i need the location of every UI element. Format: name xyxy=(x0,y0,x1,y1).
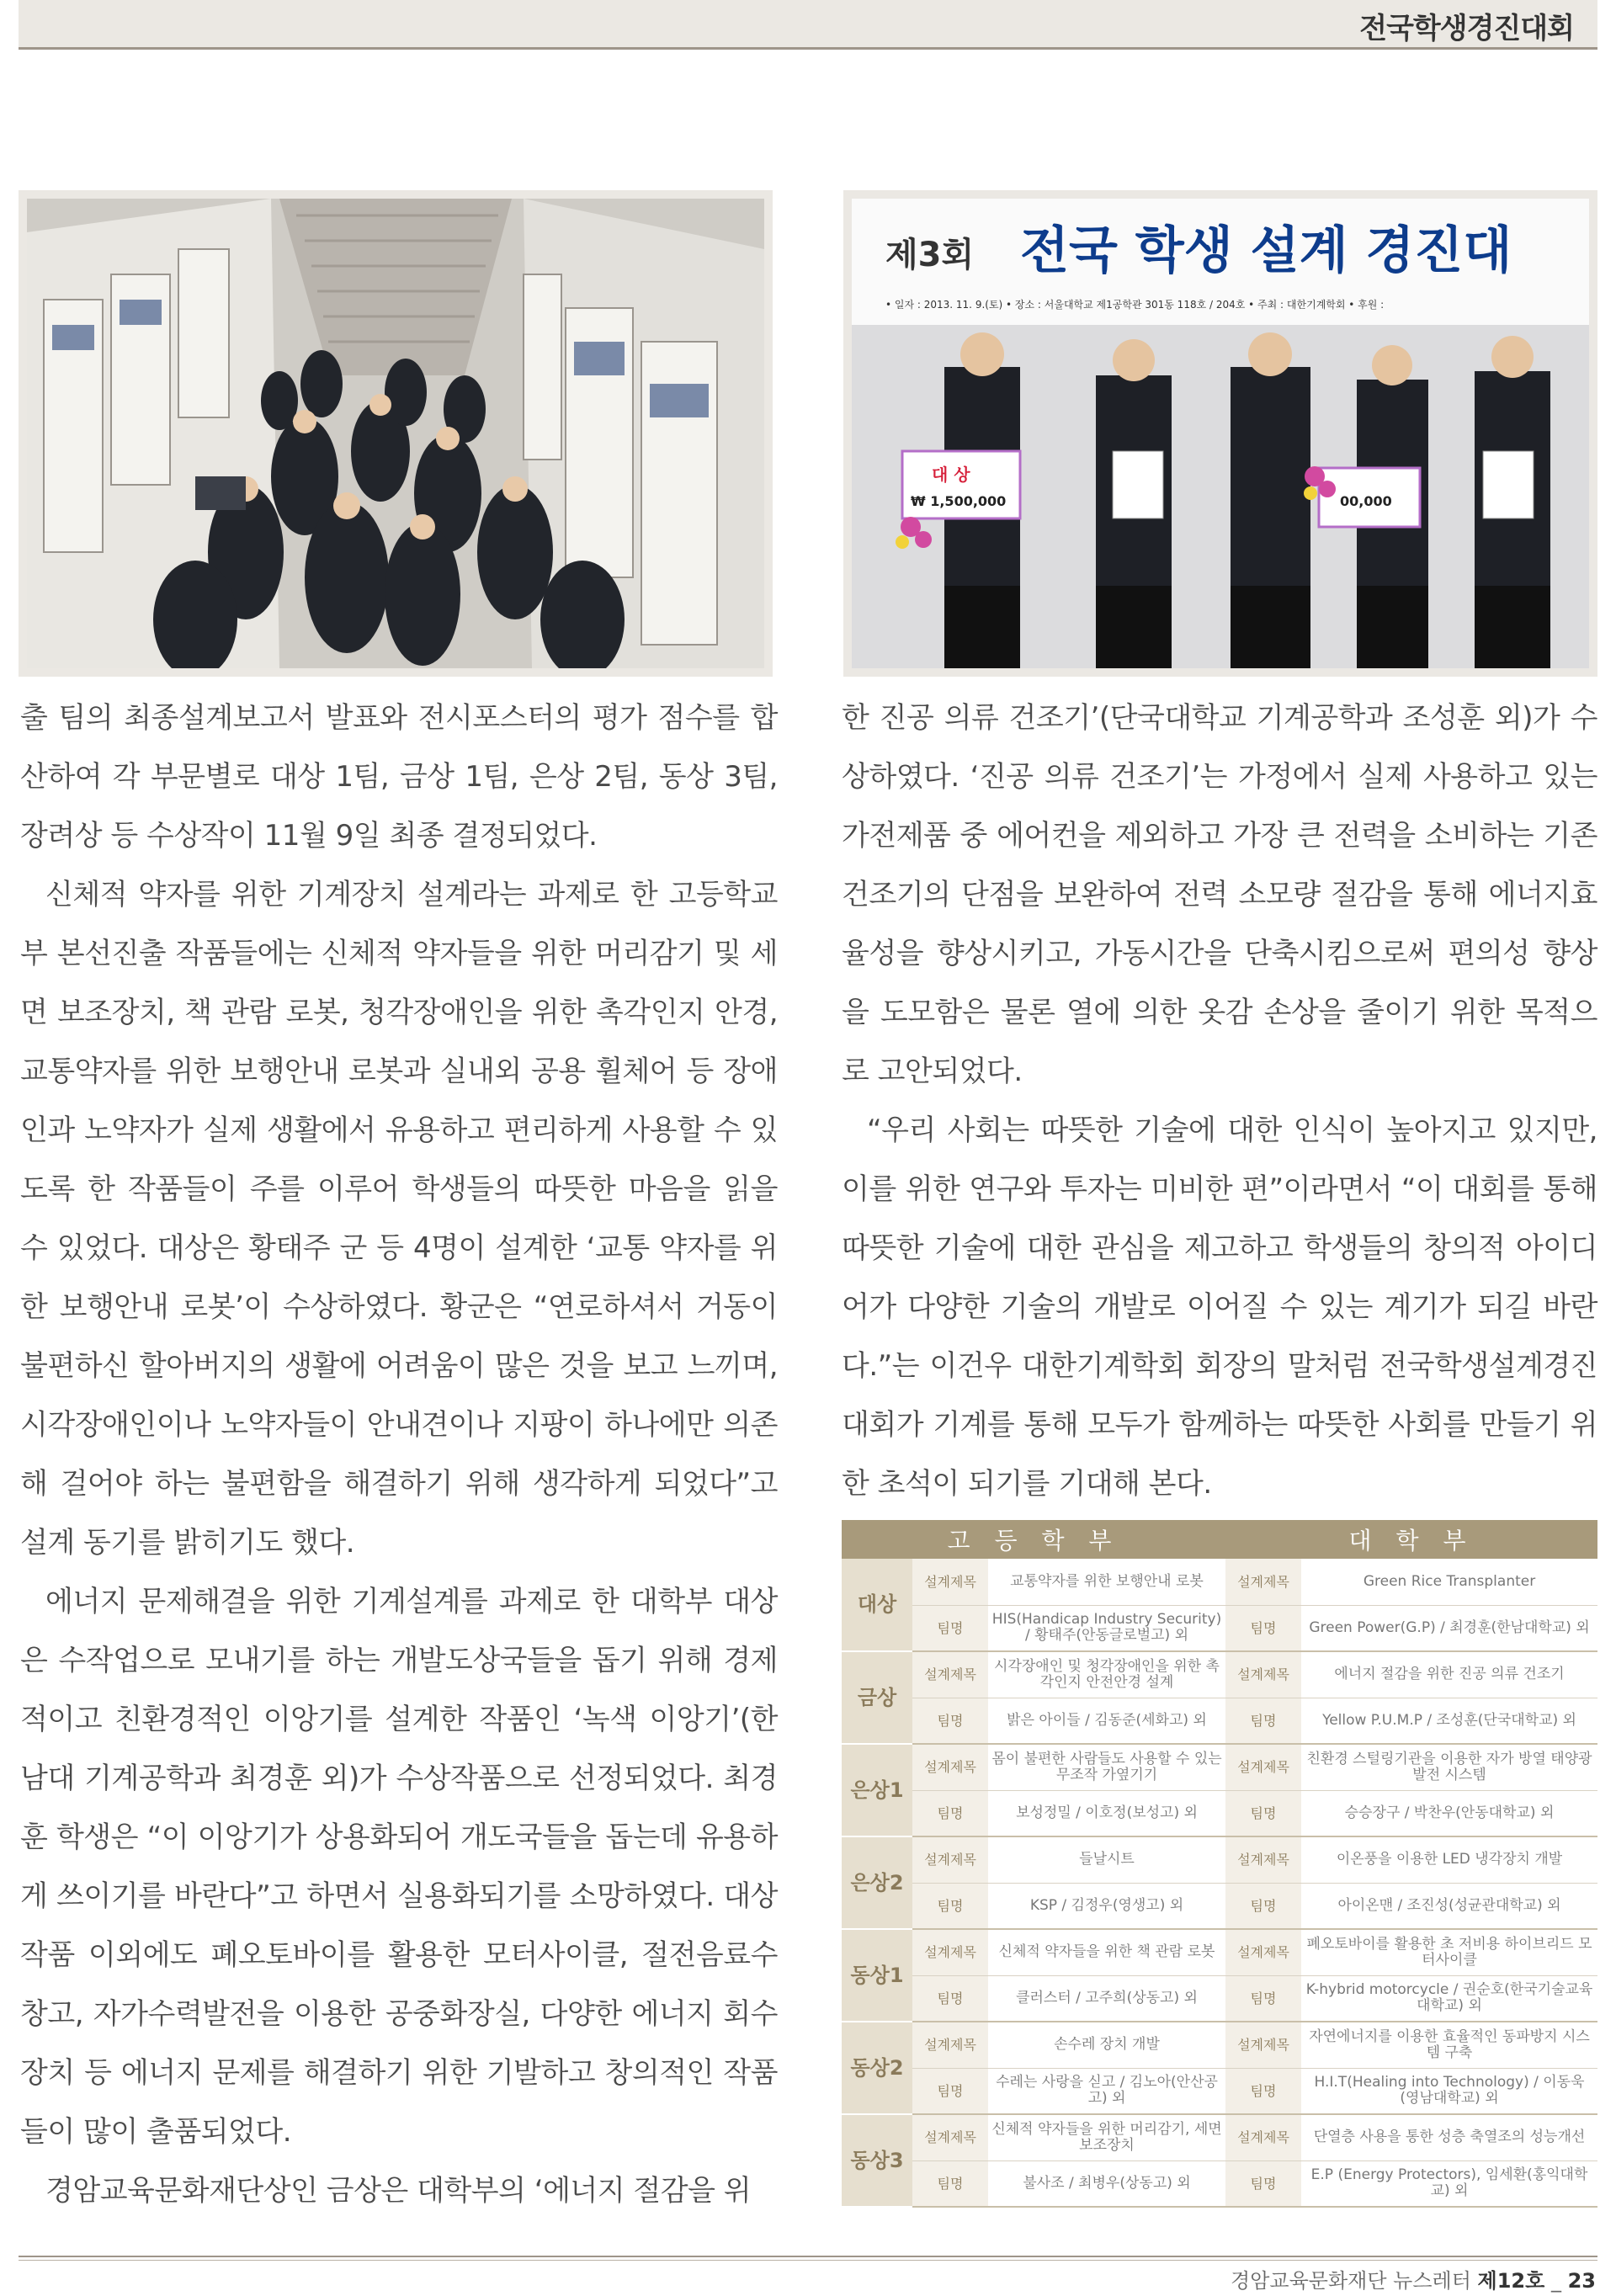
publication-name: 경암교육문화재단 뉴스레터 xyxy=(1231,2269,1471,2293)
high-school-team: 불사조 / 최병우(상동고) 외 xyxy=(988,2160,1225,2207)
high-school-title: 교통약자를 위한 보행안내 로봇 xyxy=(988,1559,1225,1605)
key-title-label: 설계제목 xyxy=(912,1744,988,1790)
banner-title: 전국 학생 설계 경진대 xyxy=(1020,221,1512,280)
key-team-label: 팀명 xyxy=(912,2160,988,2207)
prize-label: 대 상 xyxy=(932,465,970,485)
key-title-label: 설계제목 xyxy=(912,1836,988,1883)
university-title: 친환경 스털링기관을 이용한 자가 방열 태양광발전 시스템 xyxy=(1301,1744,1597,1790)
key-team-label: 팀명 xyxy=(1225,1883,1301,1929)
footer-divider xyxy=(19,2256,1597,2257)
key-team-label: 팀명 xyxy=(912,1975,988,2022)
issue-number: 제12호 xyxy=(1477,2269,1545,2293)
award-team-row xyxy=(842,2068,1597,2114)
university-title: 단열층 사용을 통한 성층 축열조의 성능개선 xyxy=(1301,2114,1597,2160)
banner-round: 제3회 xyxy=(885,236,975,274)
key-team-label: 팀명 xyxy=(1225,1698,1301,1744)
awards-table xyxy=(842,1520,1597,2208)
key-title-label: 설계제목 xyxy=(912,2022,988,2068)
exhibition-photo xyxy=(19,190,773,677)
university-team: Green Power(G.P) / 최경훈(한남대학교) 외 xyxy=(1301,1605,1597,1651)
award-team-row xyxy=(842,1790,1597,1836)
section-title: 전국학생경진대회 xyxy=(1359,12,1574,45)
high-school-title: 신체적 약자들을 위한 책 관람 로봇 xyxy=(988,1929,1225,1975)
page-footer xyxy=(1231,2264,1596,2293)
key-team-label: 팀명 xyxy=(912,1883,988,1929)
university-team: E.P (Energy Protectors), 임세환(홍익대학교) 외 xyxy=(1301,2160,1597,2207)
header-divider xyxy=(19,47,1597,50)
award-rank: 동상1 xyxy=(842,1929,912,2022)
prize-amount: ₩ 1,500,000 xyxy=(911,493,1007,509)
article-paragraph: 출 팀의 최종설계보고서 발표와 전시포스터의 평가 점수를 합산하여 각 부문별로 대상 1팀, 금상 1팀, 은상 2팀, 동상 3팀, 장려상 등 수상작이 11월 9일 최종 결정되었다. xyxy=(20,701,778,853)
high-school-title: 시각장애인 및 청각장애인을 위한 촉각인지 안전안경 설계 xyxy=(988,1651,1225,1698)
university-team: H.I.T(Healing into Technology) / 이동욱(영남대학교) 외 xyxy=(1301,2068,1597,2114)
high-school-title: 들날시트 xyxy=(988,1836,1225,1883)
footer-separator: _ xyxy=(1550,2269,1561,2293)
key-team-label: 팀명 xyxy=(912,1790,988,1836)
university-team: 승승장구 / 박찬우(안동대학교) 외 xyxy=(1301,1790,1597,1836)
key-team-label: 팀명 xyxy=(912,2068,988,2114)
university-title: 폐오토바이를 활용한 초 저비용 하이브리드 모터사이클 xyxy=(1301,1929,1597,1975)
high-school-team: 클러스터 / 고주희(상동고) 외 xyxy=(988,1975,1225,2022)
footer-divider-thin xyxy=(19,2260,1597,2261)
award-rank: 은상1 xyxy=(842,1744,912,1836)
page-number: 23 xyxy=(1567,2269,1596,2293)
award-rank: 금상 xyxy=(842,1651,912,1744)
award-rank: 은상2 xyxy=(842,1836,912,1929)
key-title-label: 설계제목 xyxy=(1225,1836,1301,1883)
article-paragraph: “우리 사회는 따뜻한 기술에 대한 인식이 높아지고 있지만, 이를 위한 연구와 투자는 미비한 편”이라면서 “이 대회를 통해 따뜻한 기술에 대한 관심을 제고하고 학생들의 창의적 아이디어가 다양한 기술의 개발로 이어질 수 있는 계기가 되길 바란다.”는 이건우 대한기계학회 회장의 말처럼 전국학생설계경진대회가 기계를 통해 모두가 함께하는 따뜻한 사회를 만들기 위한 초석이 되기를 기대해 본다. xyxy=(842,1113,1597,1501)
high-school-team: 수레는 사랑을 싣고 / 김노아(안산공고) 외 xyxy=(988,2068,1225,2114)
university-title: 이온풍을 이용한 LED 냉각장치 개발 xyxy=(1301,1836,1597,1883)
key-title-label: 설계제목 xyxy=(1225,2022,1301,2068)
award-title-row xyxy=(842,1836,1597,1883)
university-team: K-hybrid motorcycle / 권순호(한국기술교육대학교) 외 xyxy=(1301,1975,1597,2022)
awards-header-row xyxy=(842,1520,1597,1559)
key-title-label: 설계제목 xyxy=(912,2114,988,2160)
award-team-row xyxy=(842,2160,1597,2207)
university-title: 에너지 절감을 위한 진공 의류 건조기 xyxy=(1301,1651,1597,1698)
key-team-label: 팀명 xyxy=(1225,1975,1301,2022)
university-team: Yellow P.U.M.P / 조성훈(단국대학교) 외 xyxy=(1301,1698,1597,1744)
key-team-label: 팀명 xyxy=(1225,2068,1301,2114)
award-title-row xyxy=(842,2022,1597,2068)
article-paragraph: 에너지 문제해결을 위한 기계설계를 과제로 한 대학부 대상은 수작업으로 모내기를 하는 개발도상국들을 돕기 위해 경제적이고 친환경적인 이앙기를 설계한 작품인 ‘녹색 이앙기’(한남대 기계공학과 최경훈 외)가 수상작품으로 선정되었다. 최경훈 학생은 “이 이앙기가 상용화되어 개도국들을 돕는데 유용하게 쓰이기를 바란다”고 하면서 실용화되기를 소망하였다. 대상 작품 이외에도 폐오토바이를 활용한 모터사이클, 절전음료수창고, 자가수력발전을 이용한 공중화장실, 다양한 에너지 회수장치 등 에너지 문제를 해결하기 위한 기발하고 창의적인 작품들이 많이 출품되었다. xyxy=(20,1585,778,2149)
high-school-team: HIS(Handicap Industry Security) / 황태주(안동글로벌고) 외 xyxy=(988,1605,1225,1651)
high-school-title: 몸이 불편한 사람들도 사용할 수 있는 무조작 가옆기기 xyxy=(988,1744,1225,1790)
key-title-label: 설계제목 xyxy=(1225,1929,1301,1975)
award-ceremony-photo xyxy=(843,190,1597,677)
banner-info: • 일자 : 2013. 11. 9.(토) • 장소 : 서울대학교 제1공학관 301동 118호 / 204호 • 주최 : 대한기계학회 • 후원 : xyxy=(885,299,1385,311)
high-school-header: 고 등 학 부 xyxy=(842,1520,1225,1559)
key-title-label: 설계제목 xyxy=(912,1651,988,1698)
high-school-team: 보성정밀 / 이호정(보성고) 외 xyxy=(988,1790,1225,1836)
key-title-label: 설계제목 xyxy=(1225,1744,1301,1790)
key-title-label: 설계제목 xyxy=(1225,1651,1301,1698)
article-paragraph: 신체적 약자를 위한 기계장치 설계라는 과제로 한 고등학교부 본선진출 작품들에는 신체적 약자들을 위한 머리감기 및 세면 보조장치, 책 관람 로봇, 청각장애인을 위한 촉각인지 안경, 교통약자를 위한 보행안내 로봇과 실내외 공용 휠체어 등 장애인과 노약자가 실제 생활에서 유용하고 편리하게 사용할 수 있도록 한 작품들이 주를 이루어 학생들의 따뜻한 마음을 읽을 수 있었다. 대상은 황태주 군 등 4명이 설계한 ‘교통 약자를 위한 보행안내 로봇’이 수상하였다. 황군은 “연로하셔서 거동이 불편하신 할아버지의 생활에 어려움이 많은 것을 보고 느끼며, 시각장애인이나 노약자들이 안내견이나 지팡이 하나에만 의존해 걸어야 하는 불편함을 해결하기 위해 생각하게 되었다”고 설계 동기를 밝히기도 했다. xyxy=(20,878,778,1560)
award-title-row xyxy=(842,1651,1597,1698)
university-title: 자연에너지를 이용한 효율적인 동파방지 시스템 구축 xyxy=(1301,2022,1597,2068)
key-team-label: 팀명 xyxy=(1225,1790,1301,1836)
award-title-row xyxy=(842,2114,1597,2160)
university-team: 아이온맨 / 조진성(성균관대학교) 외 xyxy=(1301,1883,1597,1929)
award-team-row xyxy=(842,1605,1597,1651)
award-title-row xyxy=(842,1929,1597,1975)
award-rank: 동상3 xyxy=(842,2114,912,2207)
award-rank: 동상2 xyxy=(842,2022,912,2114)
awards-body xyxy=(842,1559,1597,2207)
key-title-label: 설계제목 xyxy=(1225,2114,1301,2160)
award-team-row xyxy=(842,1883,1597,1929)
high-school-title: 신체적 약자들을 위한 머리감기, 세면 보조장치 xyxy=(988,2114,1225,2160)
article-left-column xyxy=(20,688,778,2220)
award-rank: 대상 xyxy=(842,1559,912,1651)
article-right-column xyxy=(842,688,1597,1513)
key-team-label: 팀명 xyxy=(1225,1605,1301,1651)
university-header: 대 학 부 xyxy=(1225,1520,1597,1559)
high-school-team: 밝은 아이들 / 김동준(세화고) 외 xyxy=(988,1698,1225,1744)
award-title-row xyxy=(842,1744,1597,1790)
prize-amount-2: 00,000 xyxy=(1340,493,1392,509)
article-paragraph: 한 진공 의류 건조기’(단국대학교 기계공학과 조성훈 외)가 수상하였다. ‘진공 의류 건조기’는 가정에서 실제 사용하고 있는 가전제품 중 에어컨을 제외하고 가장 큰 전력을 소비하는 기존 건조기의 단점을 보완하여 전력 소모량 절감을 통해 에너지효율성을 향상시키고, 가동시간을 단축시킴으로써 편의성 향상을 도모함은 물론 열에 의한 옷감 손상을 줄이기 위한 목적으로 고안되었다. xyxy=(842,701,1597,1088)
high-school-title: 손수레 장치 개발 xyxy=(988,2022,1225,2068)
key-team-label: 팀명 xyxy=(912,1698,988,1744)
award-team-row xyxy=(842,1975,1597,2022)
key-title-label: 설계제목 xyxy=(912,1929,988,1975)
key-title-label: 설계제목 xyxy=(1225,1559,1301,1605)
page-header xyxy=(19,0,1597,47)
award-title-row xyxy=(842,1559,1597,1605)
award-team-row xyxy=(842,1698,1597,1744)
key-team-label: 팀명 xyxy=(912,1605,988,1651)
high-school-team: KSP / 김정우(영생고) 외 xyxy=(988,1883,1225,1929)
article-paragraph: 경암교육문화재단상인 금상은 대학부의 ‘에너지 절감을 위 xyxy=(45,2174,752,2208)
university-title: Green Rice Transplanter xyxy=(1301,1559,1597,1605)
key-team-label: 팀명 xyxy=(1225,2160,1301,2207)
key-title-label: 설계제목 xyxy=(912,1559,988,1605)
